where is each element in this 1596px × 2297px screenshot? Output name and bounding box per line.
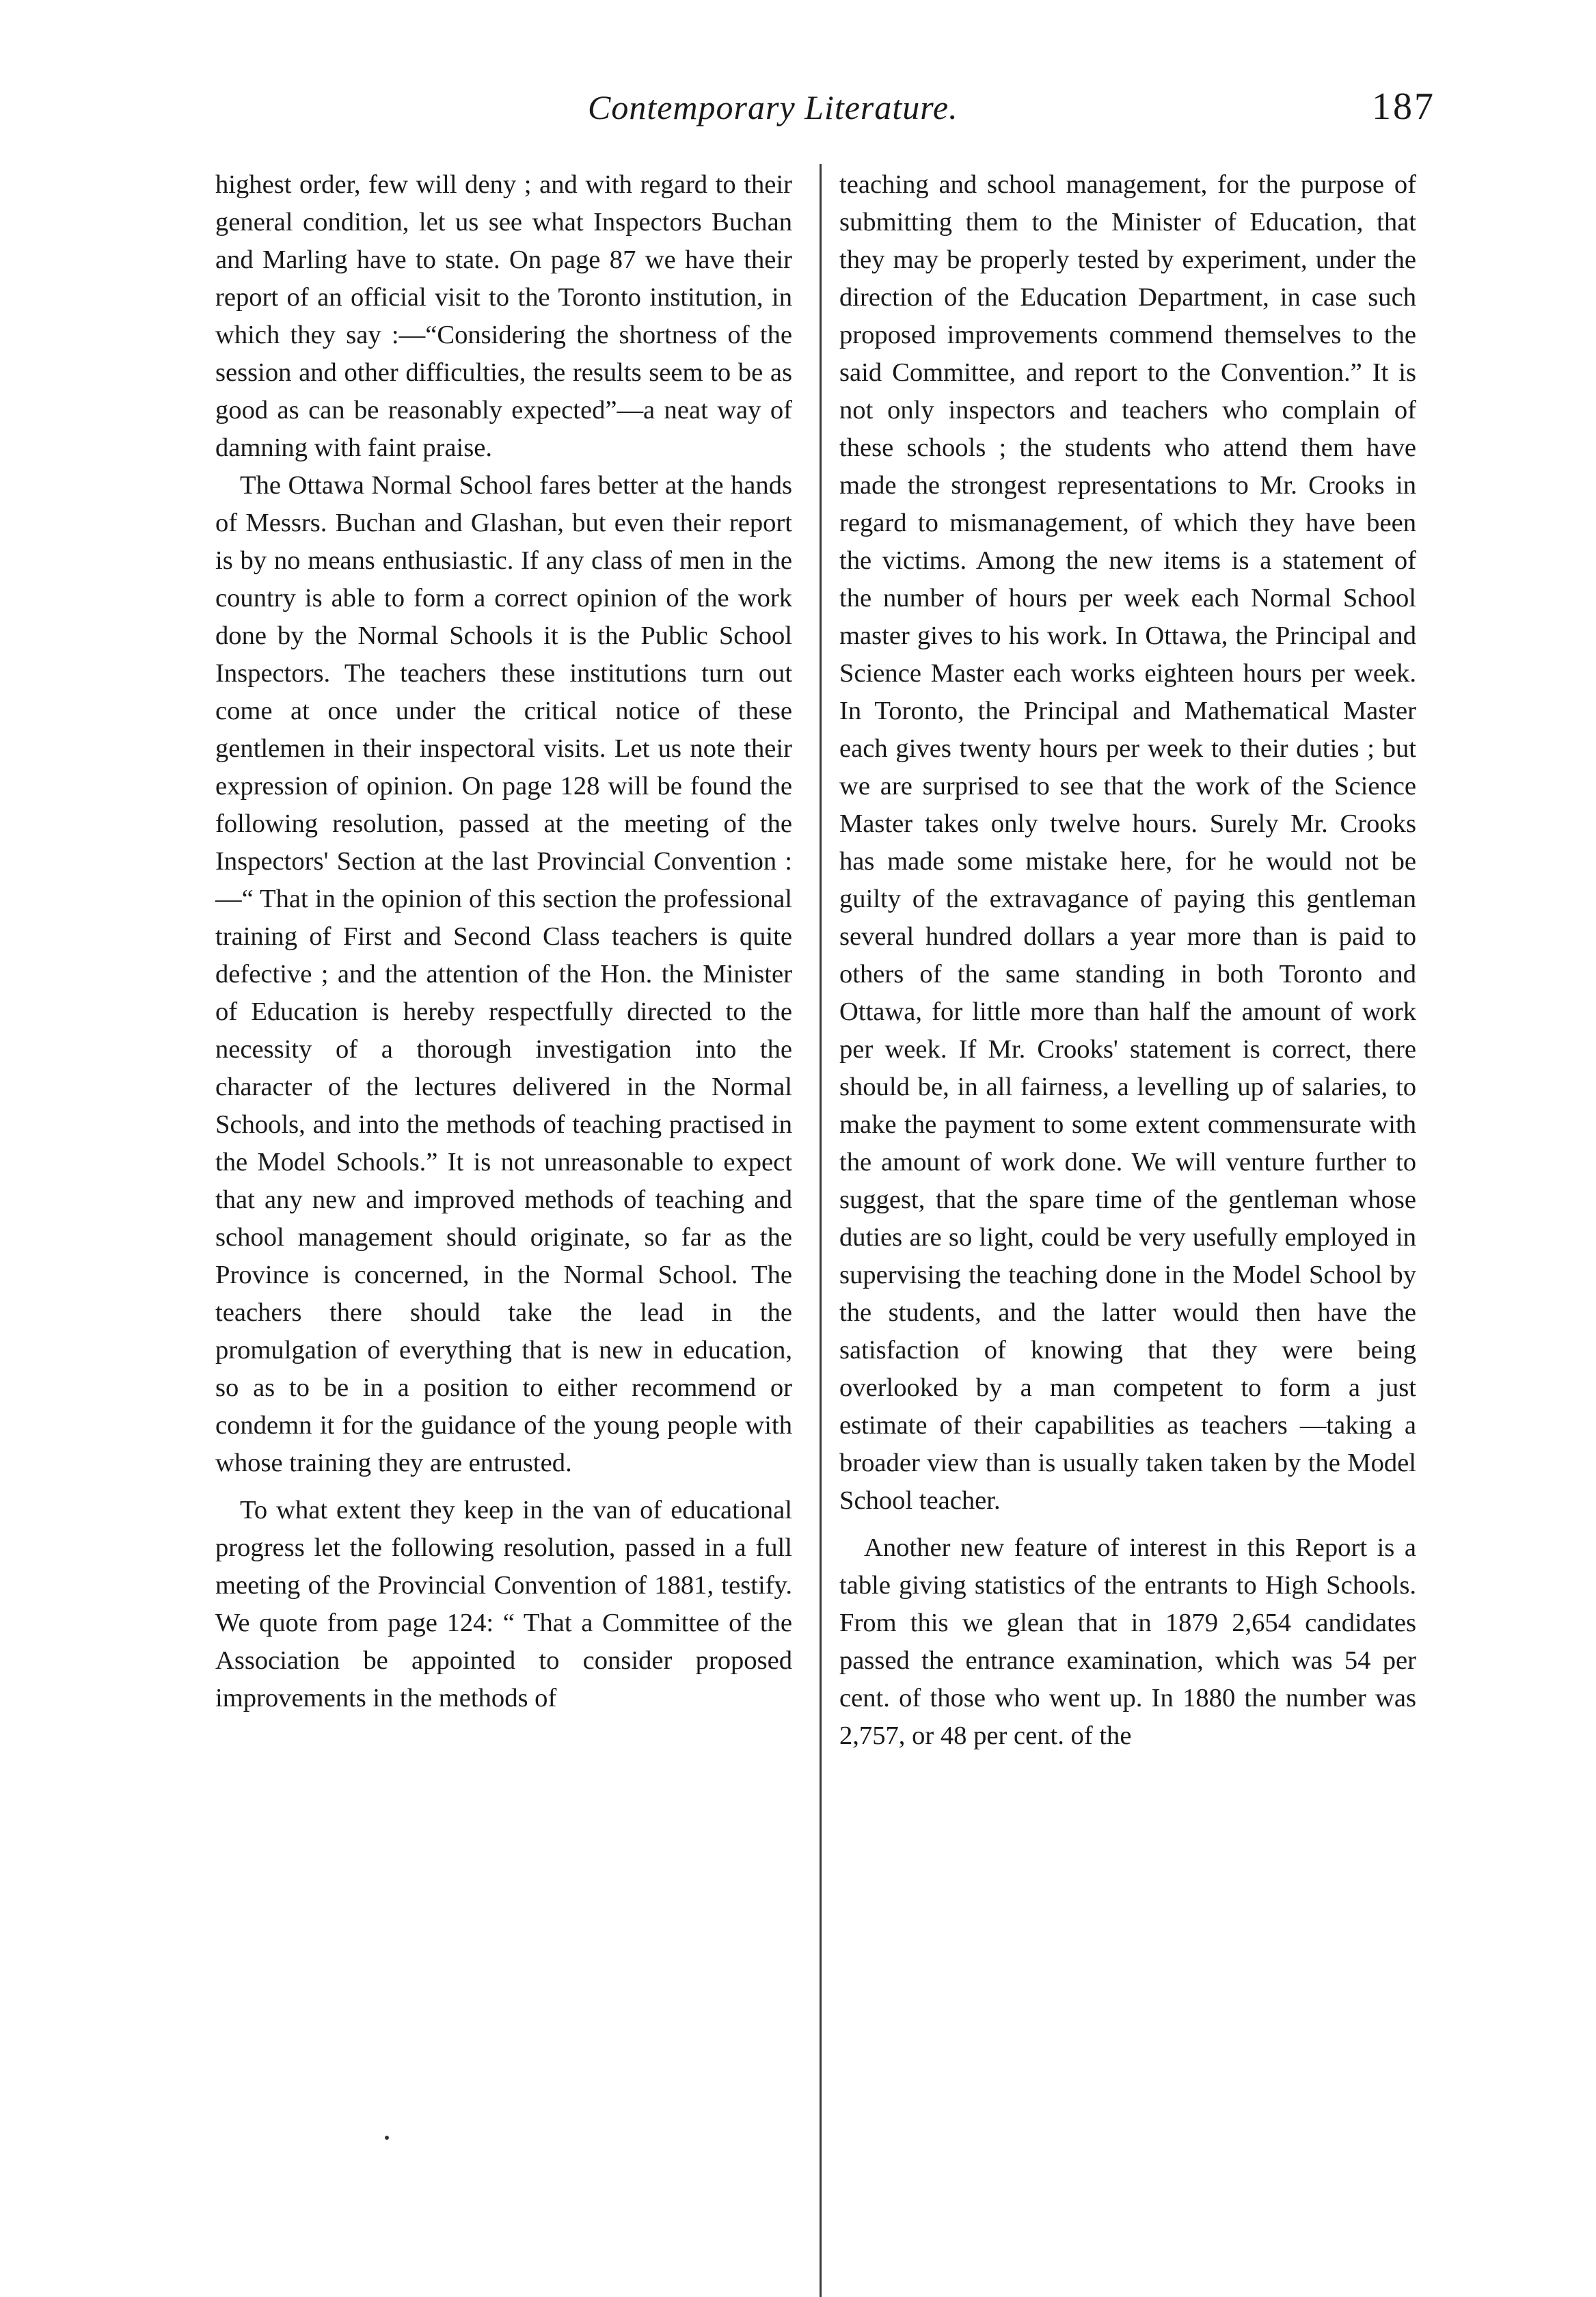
left-paragraph-3: To what extent they keep in the van of educational progress let the following resolution, passed in a full meeting of the Provincial Convention of 1881, testify. We quote from page 124: “ That a Committee of the Association be appointed to consider proposed improvements in the methods of xyxy=(215,1496,792,1712)
page-number: 187 xyxy=(1372,85,1435,128)
running-head xyxy=(205,85,1435,142)
right-paragraph-1: teaching and school management, for the purpose of submitting them to the Minister of Education, that they may be properly tested by experiment, under the direction of the Education Department, in case such proposed improvements commend themselves to the said Committee, and report to the Convention.” It is not only inspectors and teachers who complain of these schools ; the students who attend them have made the strongest representations to Mr. Crooks in regard to mismanagement, of which they have been the victims. Among the new items is a statement of the number of hours per week each Normal School master gives to his work. In Ottawa, the Principal and Science Master each works eighteen hours per week. In Toronto, the Principal and Mathematical Master each gives twenty hours per week to their duties ; but we are surprised to see that the work of the Science Master takes only twelve hours. Surely Mr. Crooks has made some mistake here, for he would not be guilty of the extravagance of paying this gentleman several hundred dollars a year more than is paid to others of the same standing in both Toronto and Ottawa, for little more than half the amount of work per week. If Mr. Crooks' statement is correct, there should be, in all fairness, a levelling up of salaries, to make the payment to some extent commensurate with the amount of work done. We will venture further to suggest, that the spare time of the gentleman whose duties are so light, could be very usefully employed in supervising the teaching done in the Model School by the students, and the latter would then have the satisfaction of knowing that they were being overlooked by a man competent to form a just estimate of their capabilities as teachers —taking a broader view than is usually taken taken by the Model School teacher. xyxy=(839,170,1416,1515)
left-paragraph-2: The Ottawa Normal School fares better at the hands of Messrs. Buchan and Glashan, but even their report is by no means enthusiastic. If any class of men in the country is able to form a correct opinion of the work done by the Normal Schools it is the Public School Inspectors. The teachers these institutions turn out come at once under the critical notice of these gentlemen in their inspectoral visits. Let us note their expression of opinion. On page 128 will be found the following resolution, passed at the meeting of the Inspectors' Section at the last Provincial Convention :—“ That in the opinion of this section the professional training of First and Second Class teachers is quite defective ; and the attention of the Hon. the Minister of Education is hereby respectfully directed to the necessity of a thorough investigation into the character of the lectures delivered in the Normal Schools, and into the methods of teaching practised in the Model Schools.” It is not unreasonable to expect that any new and improved methods of teaching and school management should originate, so far as the Province is concerned, in the Normal School. The teachers there should take the lead in the promulgation of everything that is new in education, so as to be in a position to either recommend or condemn it for the guidance of the young people with whose training they are entrusted. xyxy=(215,471,792,1477)
right-paragraph-2: Another new feature of interest in this Report is a table giving statistics of the entrants to High Schools. From this we glean that in 1879 2,654 candidates passed the entrance examination, which was 54 per cent. of those who went up. In 1880 the number was 2,757, or 48 per cent. of the xyxy=(839,1533,1416,1750)
left-column xyxy=(215,166,792,1717)
left-paragraph-1: highest order, few will deny ; and with regard to their general condition, let us see what Inspectors Buchan and Marling have to state. On page 87 we have their report of an official visit to the Toronto institution, in which they say :—“Considering the shortness of the session and other difficulties, the results seem to be as good as can be reasonably expected”—a neat way of damning with faint praise. xyxy=(215,170,792,462)
column-divider xyxy=(820,164,822,2297)
right-column xyxy=(839,166,1416,1755)
running-title: Contemporary Literature. xyxy=(588,88,958,126)
print-speck xyxy=(385,2136,389,2140)
